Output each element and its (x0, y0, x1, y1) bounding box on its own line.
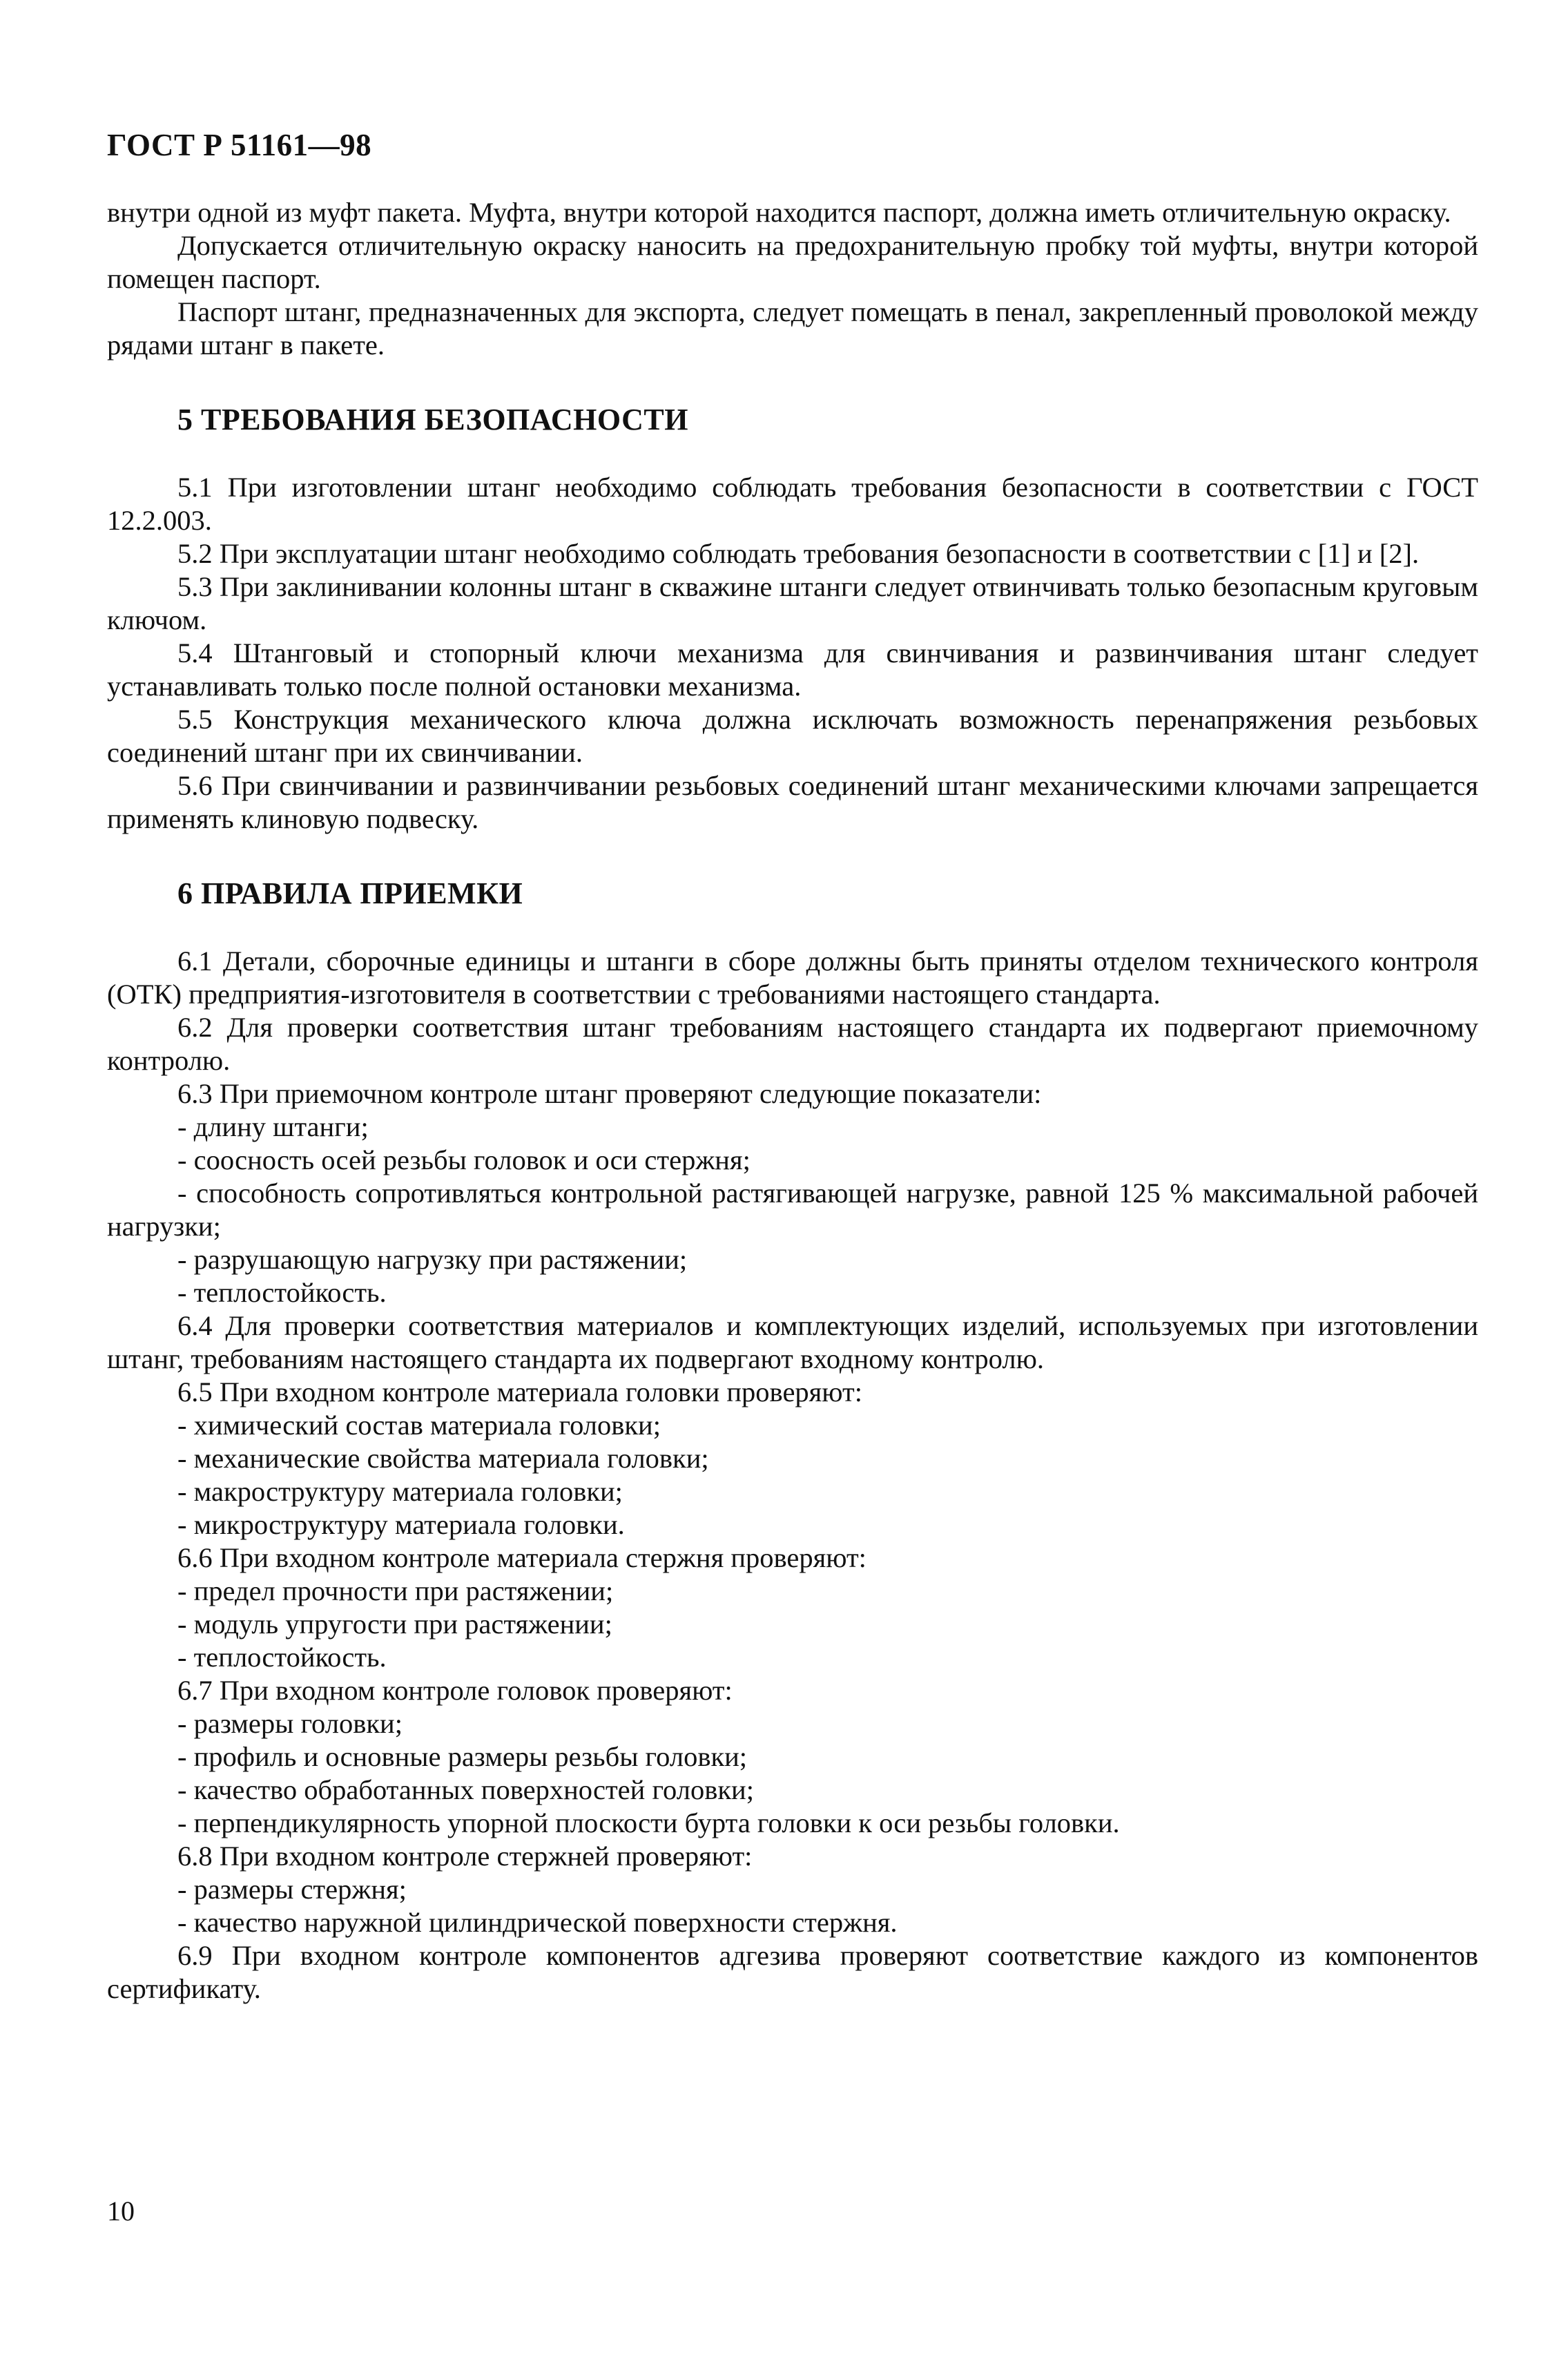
intro-paragraph: Допускается отличительную окраску наносить на предохранительную пробку той муфты, внутри которой помещен паспорт. (107, 230, 1478, 294)
list-item: - способность сопротивляться контрольной растягивающей нагрузке, равной 125 % максимальной рабочей нагрузки; (107, 1178, 1478, 1242)
section-6-title: 6 ПРАВИЛА ПРИЕМКИ (177, 876, 523, 910)
list-item: - предел прочности при растяжении; (177, 1575, 614, 1606)
list-item: - соосность осей резьбы головок и оси стержня; (177, 1144, 751, 1175)
clause-6-8: 6.8 При входном контроле стержней проверяют: (177, 1841, 753, 1872)
list-item: - теплостойкость. (177, 1277, 387, 1308)
list-item: - качество обработанных поверхностей головки; (177, 1774, 754, 1805)
clause-6-5: 6.5 При входном контроле материала головки проверяют: (177, 1376, 862, 1407)
intro-paragraph-continued: внутри одной из муфт пакета. Муфта, внутри которой находится паспорт, должна иметь отличительную окраску. (107, 197, 1451, 228)
clause-5-6: 5.6 При свинчивании и развинчивании резьбовых соединений штанг механическими ключами запрещается применять клиновую подвеску. (107, 770, 1478, 834)
intro-paragraph: Паспорт штанг, предназначенных для экспорта, следует помещать в пенал, закрепленный проволокой между рядами штанг в пакете. (107, 296, 1478, 361)
clause-5-4: 5.4 Штанговый и стопорный ключи механизма для свинчивания и развинчивания штанг следует устанавливать только после полной остановки механизма. (107, 637, 1478, 702)
clause-6-4: 6.4 Для проверки соответствия материалов и комплектующих изделий, используемых при изготовлении штанг, требованиям настоящего стандарта их подвергают входному контролю. (107, 1310, 1478, 1374)
clause-6-7: 6.7 При входном контроле головок проверяют: (177, 1675, 733, 1706)
clause-6-2: 6.2 Для проверки соответствия штанг требованиям настоящего стандарта их подвергают приемочному контролю. (107, 1012, 1478, 1076)
list-item: - механические свойства материала головки; (177, 1443, 709, 1474)
list-item: - размеры стержня; (177, 1874, 407, 1905)
list-item: - модуль упругости при растяжении; (177, 1608, 612, 1640)
list-item: - профиль и основные размеры резьбы головки; (177, 1741, 748, 1772)
clause-6-6: 6.6 При входном контроле материала стержня проверяют: (177, 1542, 867, 1573)
list-item: - размеры головки; (177, 1708, 403, 1739)
clause-6-1: 6.1 Детали, сборочные единицы и штанги в сборе должны быть приняты отделом технического контроля (ОТК) предприятия-изготовителя в соответствии с требованиями настоящего стандарта. (107, 945, 1478, 1010)
list-item: - макроструктуру материала головки; (177, 1476, 623, 1507)
list-item: - качество наружной цилиндрической поверхности стержня. (177, 1907, 898, 1938)
clause-5-2: 5.2 При эксплуатации штанг необходимо соблюдать требования безопасности в соответствии с [1] и [2]. (177, 538, 1420, 569)
document-body (107, 196, 1478, 2006)
list-item: - микроструктуру материала головки. (177, 1509, 625, 1540)
clause-5-3: 5.3 При заклинивании колонны штанг в скважине штанги следует отвинчивать только безопасным круговым ключом. (107, 571, 1478, 635)
list-item: - теплостойкость. (177, 1642, 387, 1673)
clause-6-9: 6.9 При входном контроле компонентов адгезива проверяют соответствие каждого из компонентов сертификату. (107, 1940, 1478, 2004)
list-item: - перпендикулярность упорной плоскости бурта головки к оси резьбы головки. (177, 1807, 1120, 1838)
section-5-title: 5 ТРЕБОВАНИЯ БЕЗОПАСНОСТИ (177, 403, 689, 436)
page-number: 10 (107, 2195, 135, 2227)
document-header: ГОСТ Р 51161—98 (107, 128, 372, 162)
list-item: - разрушающую нагрузку при растяжении; (177, 1244, 688, 1275)
clause-6-3: 6.3 При приемочном контроле штанг проверяют следующие показатели: (177, 1078, 1042, 1109)
clause-5-1: 5.1 При изготовлении штанг необходимо соблюдать требования безопасности в соответствии с ГОСТ 12.2.003. (107, 472, 1478, 536)
clause-5-5: 5.5 Конструкция механического ключа должна исключать возможность перенапряжения резьбовых соединений штанг при их свинчивании. (107, 704, 1478, 768)
list-item: - химический состав материала головки; (177, 1410, 661, 1441)
list-item: - длину штанги; (177, 1111, 369, 1142)
